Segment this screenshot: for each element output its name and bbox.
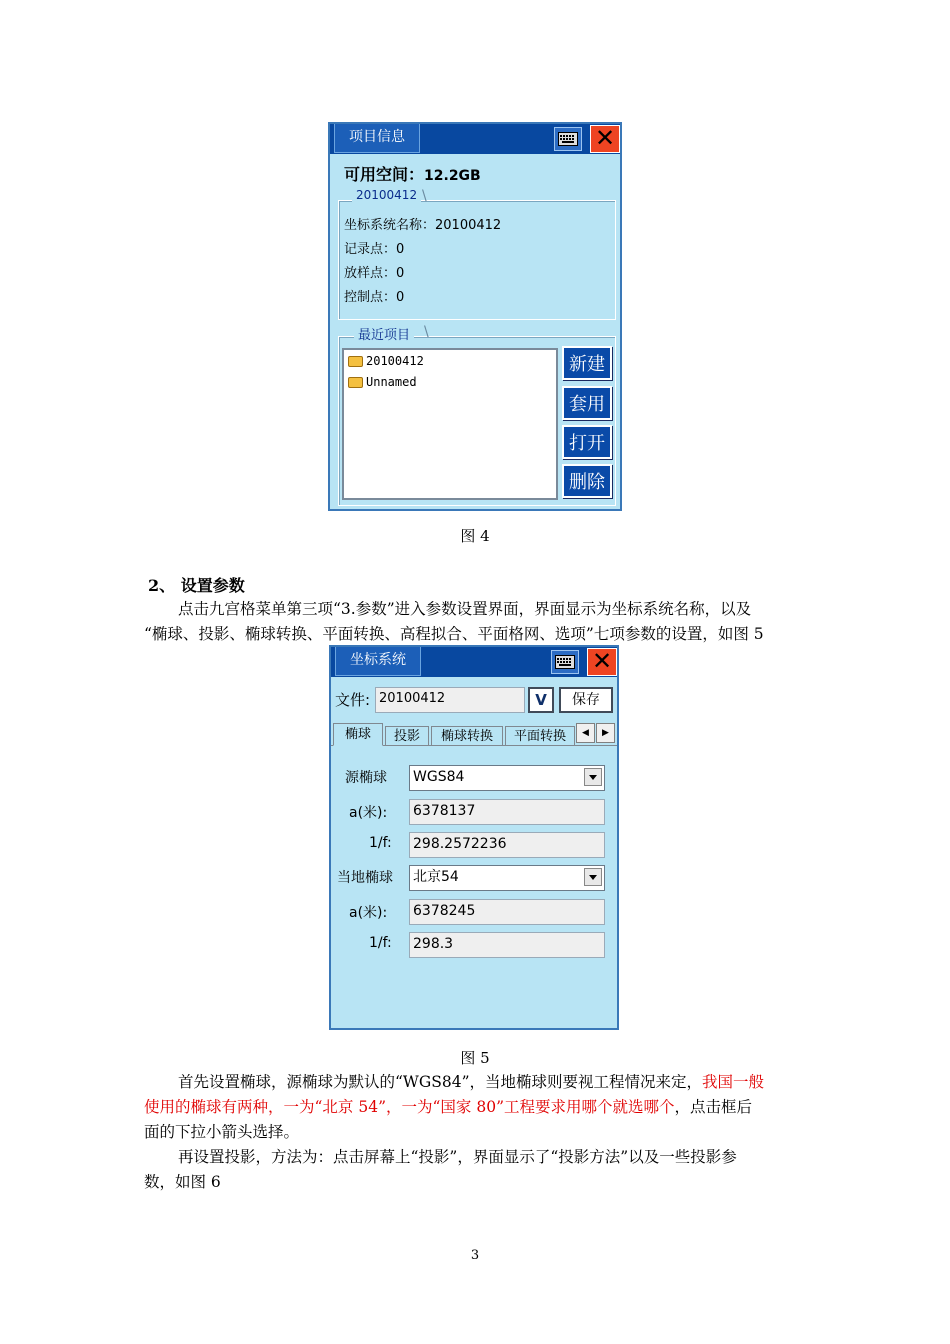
local-f-label: 1/f: xyxy=(369,935,392,951)
keyboard-icon[interactable] xyxy=(551,650,579,674)
folder-icon xyxy=(348,377,363,388)
paragraph-line: “椭球、投影、椭球转换、平面转换、高程拟合、平面格网、选项”七项参数的设置，如图 5 xyxy=(144,625,764,643)
tab-scroll-left-icon[interactable]: ◀ xyxy=(576,723,595,743)
recent-projects-tab: 最近项目 xyxy=(354,324,414,343)
tab-scroll-right-icon[interactable]: ▶ xyxy=(596,723,615,743)
list-item[interactable]: Unnamed xyxy=(348,375,417,389)
tab-strip xyxy=(331,723,617,746)
source-a-field[interactable]: 6378137 xyxy=(409,799,605,825)
delete-button[interactable]: 删除 xyxy=(562,464,612,498)
paragraph-line: 使用的椭球有两种，一为“北京 54”，一为“国家 80”工程要求用哪个就选哪个，点击框后 xyxy=(144,1098,753,1116)
file-name-field[interactable]: 20100412 xyxy=(375,687,525,713)
paragraph-line: 数，如图 6 xyxy=(144,1173,221,1191)
chevron-down-icon[interactable] xyxy=(584,768,602,786)
close-button[interactable]: ✕ xyxy=(587,648,617,676)
paragraph-line: 再设置投影，方法为：点击屏幕上“投影”，界面显示了“投影方法”以及一些投影参 xyxy=(178,1148,737,1166)
close-button[interactable]: ✕ xyxy=(590,125,620,153)
coord-system-window xyxy=(329,645,619,1030)
paragraph-line: 点击九宫格菜单第三项“3.参数”进入参数设置界面，界面显示为坐标系统名称，以及 xyxy=(178,600,752,618)
section-heading: 2、 设置参数 xyxy=(148,576,245,595)
open-button[interactable]: 打开 xyxy=(562,425,612,459)
source-f-label: 1/f: xyxy=(369,835,392,851)
coord-system-name: 坐标系统名称：20100412 xyxy=(344,218,502,233)
stakeout-points: 放样点：0 xyxy=(344,266,405,281)
figure-5-caption: 图 5 xyxy=(460,1049,490,1067)
title-bar xyxy=(331,647,617,677)
list-item[interactable]: 20100412 xyxy=(348,354,424,368)
keyboard-icon[interactable] xyxy=(554,127,582,151)
folder-icon xyxy=(348,356,363,367)
page-number: 3 xyxy=(470,1248,480,1263)
control-points: 控制点：0 xyxy=(344,290,405,305)
space-label: 可用空间：12.2GB xyxy=(344,165,481,184)
tab-slash-icon: \ xyxy=(422,188,427,204)
source-a-label: a(米): xyxy=(349,805,388,821)
title-bar xyxy=(330,124,620,154)
project-name-tab: 20100412 xyxy=(352,188,421,202)
figure-4-caption: 图 4 xyxy=(460,527,490,545)
tab-slash-icon: \ xyxy=(424,324,429,340)
paragraph-line: 面的下拉小箭头选择。 xyxy=(144,1123,300,1141)
save-button[interactable]: 保存 xyxy=(559,687,613,713)
local-a-field[interactable]: 6378245 xyxy=(409,899,605,925)
new-button[interactable]: 新建 xyxy=(562,346,612,380)
record-points: 记录点：0 xyxy=(344,242,405,257)
tab-ellipsoid-transform[interactable]: 椭球转换 xyxy=(431,726,503,745)
local-ellipsoid-label: 当地椭球 xyxy=(337,870,393,886)
tab-ellipsoid[interactable]: 椭球 xyxy=(333,723,383,746)
v-button[interactable]: V xyxy=(528,687,554,713)
paragraph-line: 首先设置椭球，源椭球为默认的“WGS84”，当地椭球则要视工程情况来定，我国一般 xyxy=(178,1073,765,1091)
tab-plane-transform[interactable]: 平面转换 xyxy=(505,726,575,745)
project-info-window xyxy=(328,122,622,511)
source-ellipsoid-select[interactable]: WGS84 xyxy=(409,765,605,791)
source-f-field[interactable]: 298.2572236 xyxy=(409,832,605,858)
window-title: 项目信息 xyxy=(334,124,420,153)
window-title: 坐标系统 xyxy=(335,647,421,676)
local-f-field[interactable]: 298.3 xyxy=(409,932,605,958)
local-a-label: a(米): xyxy=(349,905,388,921)
local-ellipsoid-select[interactable]: 北京54 xyxy=(409,865,605,891)
source-ellipsoid-label: 源椭球 xyxy=(345,770,387,786)
chevron-down-icon[interactable] xyxy=(584,868,602,886)
tab-projection[interactable]: 投影 xyxy=(385,726,429,745)
apply-button[interactable]: 套用 xyxy=(562,386,612,420)
recent-projects-list[interactable] xyxy=(342,348,558,500)
file-label: 文件: xyxy=(335,691,371,709)
